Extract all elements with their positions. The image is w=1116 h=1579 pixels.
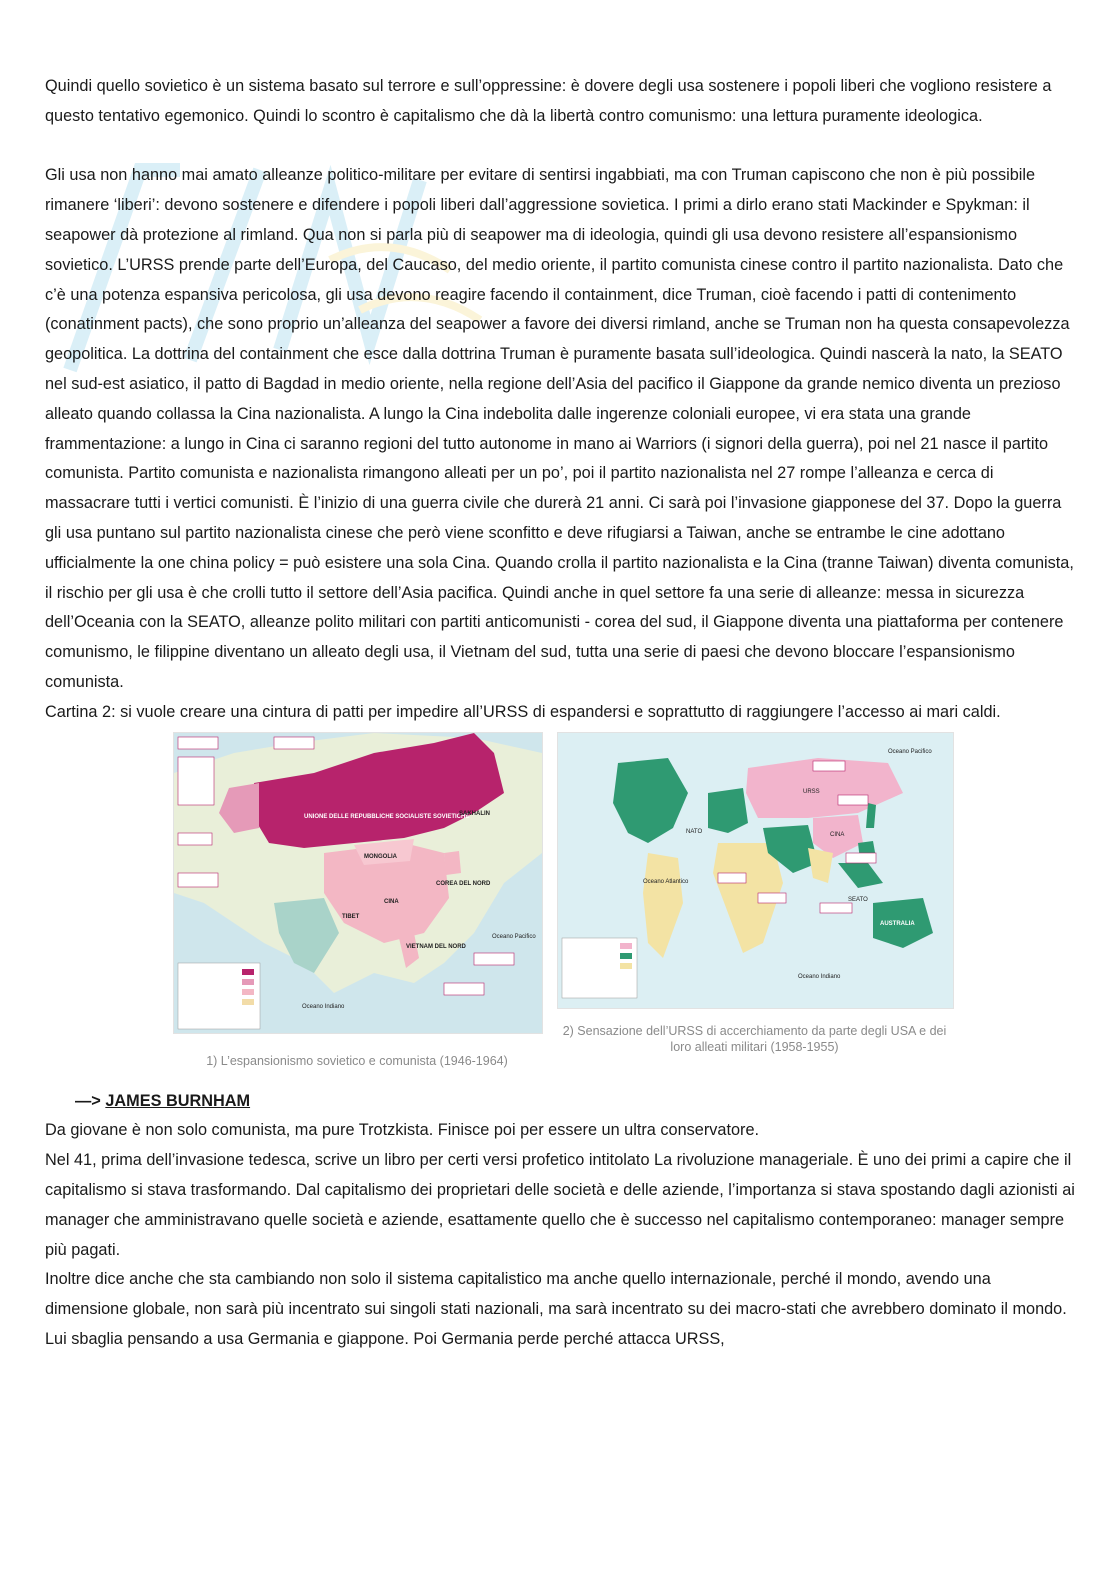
map-soviet-expansion-svg xyxy=(174,733,542,1033)
map1-label-mongolia: MONGOLIA xyxy=(364,853,397,860)
map2-label-indian: Oceano Indiano xyxy=(798,973,841,980)
map1-label-vietnam: VIETNAM DEL NORD xyxy=(406,943,466,950)
map1-label-sakhalin: SAKHALIN xyxy=(459,810,490,817)
map2-label-atlantic: Oceano Atlantico xyxy=(643,878,689,885)
map2-label-seato: SEATO xyxy=(848,896,868,903)
document-page xyxy=(45,72,1075,1355)
section-heading xyxy=(45,1087,1075,1117)
map-soviet-expansion xyxy=(173,732,543,1034)
map1-label-cina: CINA xyxy=(384,898,399,905)
map1-label-tibet: TIBET xyxy=(342,913,360,920)
map2-label-pacific: Oceano Pacifico xyxy=(888,748,932,755)
map2-caption: 2) Sensazione dell’URSS di accerchiamento da parte degli USA e dei loro alleati militari (1958-1955) xyxy=(562,1023,947,1054)
map1-label-corea: COREA DEL NORD xyxy=(436,880,491,887)
paragraph-3: Cartina 2: si vuole creare una cintura di patti per impedire all’URSS di espandersi e soprattutto di raggiungere l’accesso ai mari caldi. xyxy=(45,702,1001,721)
map2-label-australia: AUSTRALIA xyxy=(880,920,915,927)
section-arrow: —> xyxy=(75,1091,101,1110)
paragraph-2: Gli usa non hanno mai amato alleanze politico-militare per evitare di sentirsi ingabbiati, ma con Truman capiscono che non è più possibile rimanere ‘liberi’: devono sostenere e difendere i popoli liberi dall’aggressione sovietica. I primi a dirlo erano stati Mackinder e Spykman: il seapower dà protezione al rimland. Qua non si parla più di seapower ma di ideologia, quindi gli usa devono resistere all’espansionismo sovietico. L’URSS prende parte dell’Europa, del Caucaso, del medio oriente, il partito comunista cinese contro il partito nazionalista. Dato che c’è una potenza espansiva pericolosa, gli usa devono reagire facendo il containment, dice Truman, cioè facendo i patti di contenimento (conatinment pacts), che sono proprio un’alleanza del seapower a favore dei diversi rimland, anche se Truman non ha questa consapevolezza geopolitica. La dottrina del containment che esce dalla dottrina Truman è puramente basata sull’ideologica. Quindi nascerà la nato, la SEATO nel sud-est asiatico, il patto di Bagdad in medio oriente, nella regione dell’Asia del pacifico il Giappone da grande nemico diventa un prezioso alleato quando collassa la Cina nazionalista. A lungo la Cina indebolita dalle ingerenze coloniali europee, vi era stata una grande frammentazione: a lungo in Cina ci saranno regioni del tutto autonome in mano ai Warriors (i signori della guerra), poi nel 21 nasce il partito comunista. Partito comunista e nazionalista rimangono alleati per un po’, poi il partito nazionalista nel 27 rompe l’alleanza e cerca di massacrare tutti i vertici comunisti. È l’inizio di una guerra civile che durerà 21 anni. Ci sarà poi l’invasione giapponese del 37. Dopo la guerra gli usa puntano sul partito nazionalista cinese che però viene sconfitto e deve rifugiarsi a Taiwan, anche se entrambe le cine adottano ufficialmente la one china policy = può esistere una sola Cina. Quando crolla il partito nazionalista e la Cina (tranne Taiwan) diventa comunista, il rischio per gli usa è che crolli tutto il settore dell’Asia pacifica. Quindi anche in quel settore fa una serie di alleanze: messa in sicurezza dell’Oceania con la SEATO, alleanze polito militari con partiti anticomunisti - corea del sud, il Giappone diventa una piattaforma per contenere comunismo, le filippine diventano un alleato degli usa, il Vietnam del sud, tutta una serie di paesi che devono bloccare l’espansionismo comunista. xyxy=(45,166,1074,691)
map2-label-urss: URSS xyxy=(803,788,820,795)
map1-caption: 1) L’espansionismo sovietico e comunista (1946-1964) xyxy=(206,1053,508,1068)
map2-label-cina: CINA xyxy=(830,831,845,838)
map1-label-urss: UNIONE DELLE REPUBBLICHE SOCIALISTE SOVIETICHE xyxy=(304,813,470,820)
map2-label-nato: NATO xyxy=(686,828,703,835)
paragraph-1: Quindi quello sovietico è un sistema basato sul terrore e sull’oppressine: è dovere degli usa sostenere i popoli liberi che vogliono resistere a questo tentativo egemonico. Quindi lo scontro è capitalismo che dà la libertà contro comunismo: una lettura puramente ideologica. xyxy=(45,77,1052,125)
map-ussr-encirclement-svg xyxy=(558,733,953,1008)
map1-label-indian: Oceano Indiano xyxy=(302,1003,345,1010)
paragraph-5: Nel 41, prima dell’invasione tedesca, scrive un libro per certi versi profetico intitolato La rivoluzione manageriale. È uno dei primi a capire che il capitalismo si stava trasformando. Dal capitalismo dei proprietari delle società e delle aziende, l’importanza si stava spostando dagli azionisti ai manager che amministravano quelle società e aziende, esattamente quello che è successo nel capitalismo contemporaneo: manager sempre più pagati. xyxy=(45,1151,1075,1259)
paragraph-6: Inoltre dice anche che sta cambiando non solo il sistema capitalistico ma anche quello internazionale, perché il mondo, avendo una dimensione globale, non sarà più incentrato sui singoli stati nazionali, ma sarà incentrato su dei macro-stati che avrebbero dominato il mondo. Lui sbaglia pensando a usa Germania e giappone. Poi Germania perde perché attacca URSS, xyxy=(45,1270,1067,1348)
section-title: JAMES BURNHAM xyxy=(105,1091,251,1110)
map1-label-pacific: Oceano Pacifico xyxy=(492,933,536,940)
map-ussr-encirclement xyxy=(557,732,954,1009)
maps-figure xyxy=(45,732,1075,1087)
paragraph-4: Da giovane è non solo comunista, ma pure Trotzkista. Finisce poi per essere un ultra conservatore. xyxy=(45,1121,760,1140)
